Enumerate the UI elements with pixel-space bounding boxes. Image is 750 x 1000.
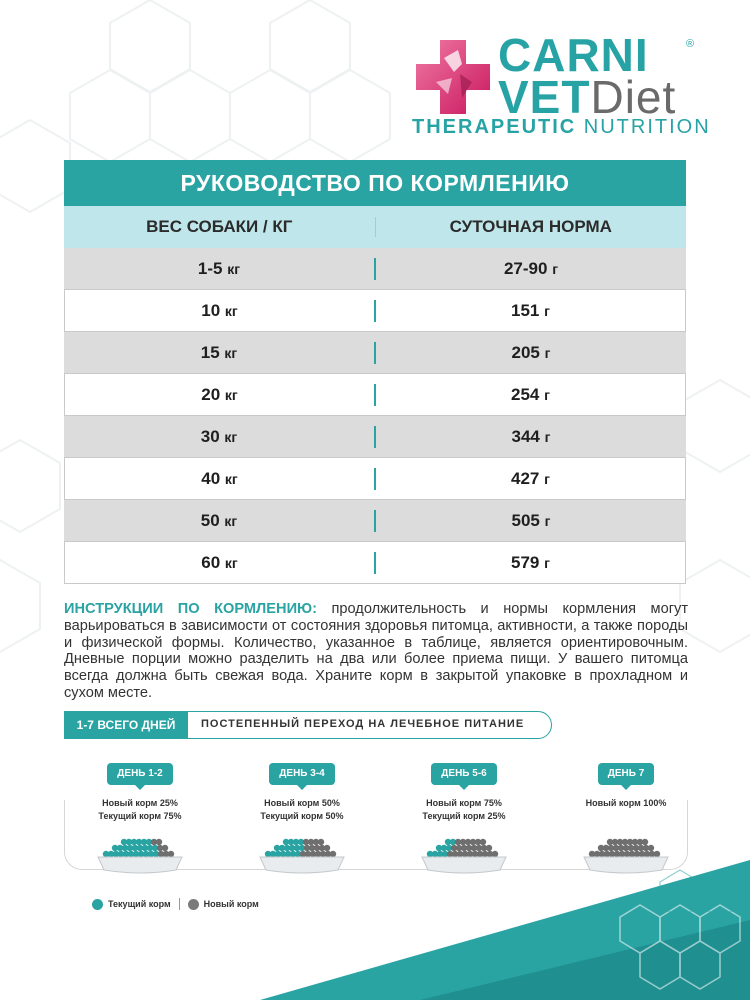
weight-value: 30 xyxy=(200,426,220,446)
current-food-swatch xyxy=(92,899,103,910)
day-line2: Текущий корм 50% xyxy=(260,811,344,821)
table-row xyxy=(64,290,686,332)
table-row xyxy=(64,458,686,500)
new-kibble xyxy=(480,839,486,845)
norm-cell xyxy=(376,553,685,573)
table-row xyxy=(64,248,686,290)
weight-value: 15 xyxy=(200,342,220,362)
weight-cell xyxy=(64,427,374,447)
legend-divider xyxy=(179,898,180,910)
new-kibble xyxy=(492,851,498,857)
brand-subtitle xyxy=(412,116,711,139)
weight-unit: кг xyxy=(224,344,238,361)
instructions-text: продолжительность и нормы кормления могут варьироваться в зависимости от состояния здоровья питомца, активности, а также породы и физической формы. Количество, указанное в таблице, является ориентировочным. Дневные порции можно разделить на два или более приема пищи. У вашего питомца всегда должна быть свежая вода. Храните корм в закрытой упаковке в прохладном и сухом месте. xyxy=(64,601,689,701)
norm-unit: г xyxy=(544,428,551,445)
table-row xyxy=(64,542,686,584)
norm-value: 427 xyxy=(511,468,540,488)
norm-value: 579 xyxy=(511,552,540,572)
norm-value: 151 xyxy=(511,300,540,320)
brand-sub-light: NUTRITION xyxy=(583,116,711,138)
weight-value: 60 xyxy=(201,552,221,572)
new-kibble xyxy=(156,839,162,845)
weight-cell xyxy=(65,301,374,321)
brand-diet: Diet xyxy=(590,71,677,123)
day-step xyxy=(551,763,701,810)
day-ratio-text xyxy=(551,797,701,810)
brand-sub-bold: THERAPEUTIC xyxy=(412,116,577,138)
brand-line2 xyxy=(498,71,677,123)
day-line1: Новый корм 25% xyxy=(102,798,178,808)
new-kibble xyxy=(654,851,660,857)
food-bowl-icon xyxy=(94,830,186,874)
norm-cell xyxy=(376,385,685,405)
day-step xyxy=(389,763,539,823)
brand-vet: VET xyxy=(498,71,591,123)
table-body xyxy=(64,248,686,584)
legend xyxy=(92,898,259,910)
day-line1: Новый корм 75% xyxy=(426,798,502,808)
weight-unit: кг xyxy=(227,260,241,277)
norm-cell xyxy=(376,259,686,279)
day-line2: Текущий корм 25% xyxy=(422,811,506,821)
day-ratio-text xyxy=(65,797,215,823)
header-weight: ВЕС СОБАКИ / КГ xyxy=(146,217,293,236)
norm-unit: г xyxy=(544,512,551,529)
norm-value: 505 xyxy=(511,510,540,530)
food-bowl-icon xyxy=(418,830,510,874)
norm-unit: г xyxy=(544,386,550,403)
bowl-shape xyxy=(98,857,182,873)
norm-unit: г xyxy=(552,260,559,277)
day-line1: Новый корм 100% xyxy=(585,798,667,808)
weight-unit: кг xyxy=(224,470,238,487)
food-bowl-icon xyxy=(256,830,348,874)
weight-value: 50 xyxy=(200,510,220,530)
new-kibble xyxy=(642,839,648,845)
norm-unit: г xyxy=(544,302,550,319)
transition-text: ПОСТЕПЕННЫЙ ПЕРЕХОД НА ЛЕЧЕБНОЕ ПИТАНИЕ xyxy=(201,718,525,730)
norm-cell xyxy=(376,469,685,489)
header-daily-norm: СУТОЧНАЯ НОРМА xyxy=(449,217,612,236)
bowl-shape xyxy=(584,857,668,873)
weight-unit: кг xyxy=(224,554,238,571)
brand-logo xyxy=(410,29,711,148)
norm-cell xyxy=(376,343,686,363)
table-header xyxy=(64,206,686,248)
day-badge: ДЕНЬ 3-4 xyxy=(269,763,334,785)
table-row xyxy=(64,416,686,458)
feeding-table xyxy=(64,160,686,584)
weight-cell xyxy=(65,469,374,489)
weight-value: 1-5 xyxy=(197,258,223,278)
day-badge: ДЕНЬ 5-6 xyxy=(431,763,496,785)
new-kibble xyxy=(162,845,168,851)
new-kibble xyxy=(318,839,324,845)
norm-unit: г xyxy=(544,344,551,361)
weight-value: 10 xyxy=(201,300,221,320)
new-kibble xyxy=(168,851,174,857)
norm-value: 344 xyxy=(511,426,540,446)
weight-unit: кг xyxy=(224,428,238,445)
bowl-shape xyxy=(260,857,344,873)
table-row xyxy=(64,374,686,416)
norm-cell xyxy=(376,301,685,321)
day-badge: ДЕНЬ 7 xyxy=(598,763,655,785)
weight-cell xyxy=(64,259,374,279)
table-row xyxy=(64,500,686,542)
norm-unit: г xyxy=(544,554,550,571)
legend-new: Новый корм xyxy=(203,899,259,909)
norm-cell xyxy=(376,511,686,531)
norm-value: 254 xyxy=(511,384,540,404)
new-kibble xyxy=(648,845,654,851)
new-kibble xyxy=(486,845,492,851)
weight-value: 40 xyxy=(201,468,221,488)
new-kibble xyxy=(330,851,336,857)
brand-line1: CARNI xyxy=(498,29,649,81)
day-step xyxy=(65,763,215,823)
weight-cell xyxy=(65,385,374,405)
table-title: РУКОВОДСТВО ПО КОРМЛЕНИЮ xyxy=(64,160,686,206)
cross-pet-logo-icon xyxy=(414,38,492,116)
legend-current: Текущий корм xyxy=(108,899,171,909)
norm-cell xyxy=(376,427,686,447)
transition-bar xyxy=(64,711,552,739)
food-bowl-icon xyxy=(580,830,672,874)
weight-value: 20 xyxy=(201,384,221,404)
norm-value: 27-90 xyxy=(503,258,548,278)
norm-unit: г xyxy=(544,470,550,487)
weight-unit: кг xyxy=(224,302,238,319)
weight-unit: кг xyxy=(224,512,238,529)
day-step xyxy=(227,763,377,823)
instructions-lead: ИНСТРУКЦИИ ПО КОРМЛЕНИЮ: xyxy=(64,601,317,617)
day-line2: Текущий корм 75% xyxy=(98,811,182,821)
registered-mark: ® xyxy=(686,38,695,50)
day-ratio-text xyxy=(227,797,377,823)
feeding-instructions xyxy=(64,601,688,702)
weight-cell xyxy=(64,343,374,363)
new-kibble xyxy=(324,845,330,851)
day-badge: ДЕНЬ 1-2 xyxy=(107,763,172,785)
day-line1: Новый корм 50% xyxy=(264,798,340,808)
table-row xyxy=(64,332,686,374)
transition-days-tag: 1-7 ВСЕГО ДНЕЙ xyxy=(64,711,188,739)
weight-cell xyxy=(65,553,374,573)
day-ratio-text xyxy=(389,797,539,823)
norm-value: 205 xyxy=(511,342,540,362)
weight-cell xyxy=(64,511,374,531)
new-food-swatch xyxy=(188,899,199,910)
weight-unit: кг xyxy=(224,386,238,403)
bowl-shape xyxy=(422,857,506,873)
